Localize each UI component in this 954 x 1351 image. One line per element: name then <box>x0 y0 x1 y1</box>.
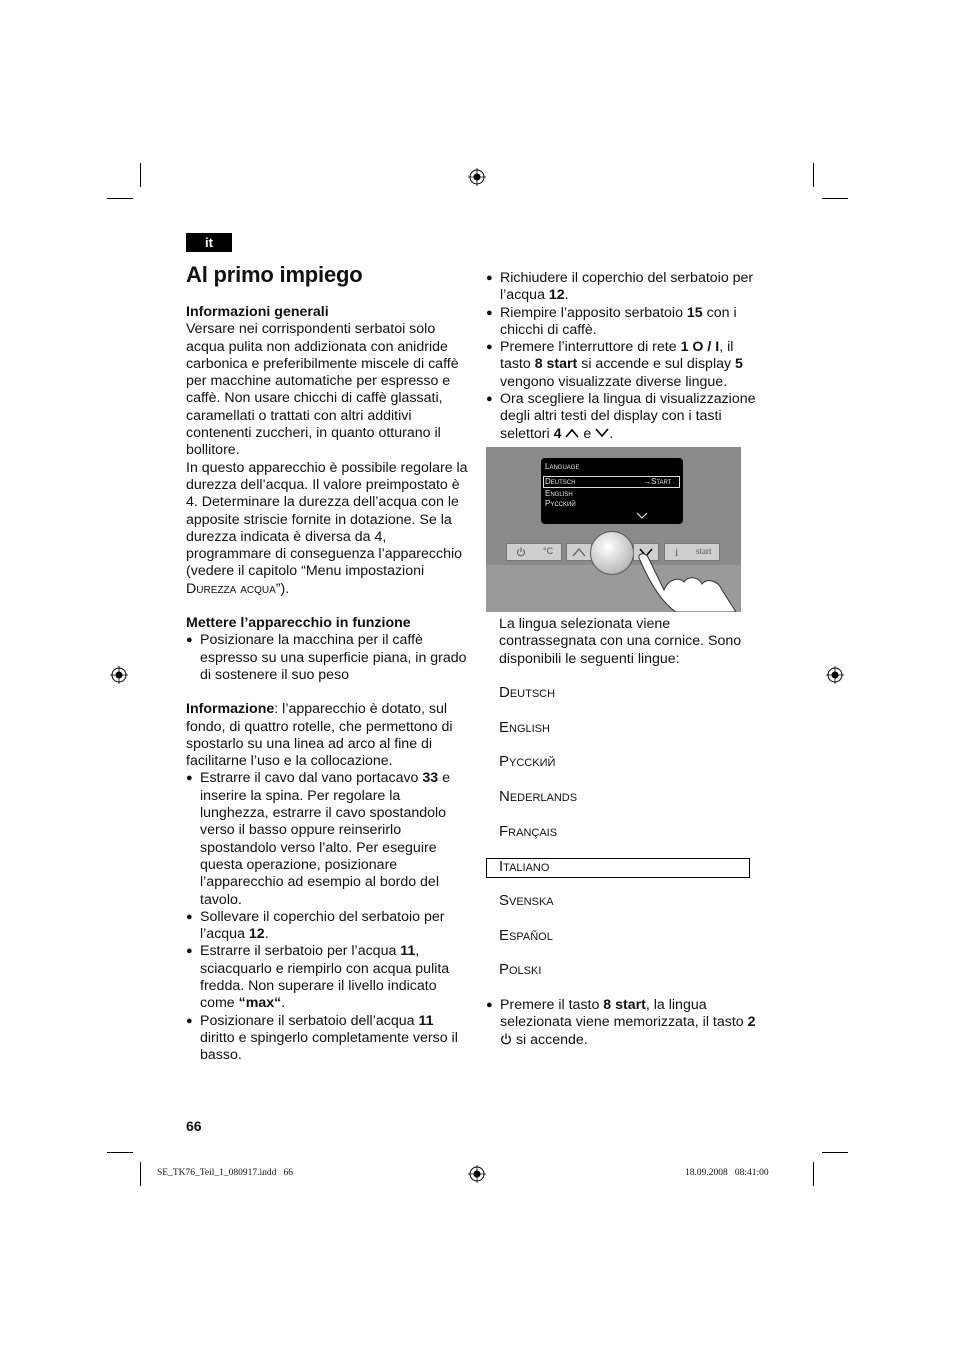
language-item: Polski <box>499 961 542 978</box>
crop-mark <box>813 1162 814 1186</box>
bullet-list <box>486 270 762 443</box>
language-item: Español <box>499 927 553 944</box>
right-column <box>486 270 762 443</box>
list-item: ● Sollevare il coperchio del serbatoio per l’acqua 12. <box>186 909 472 944</box>
registration-mark-icon <box>110 666 128 684</box>
crop-mark <box>140 163 141 187</box>
language-tag: it <box>186 233 232 252</box>
crop-mark <box>107 1152 133 1153</box>
footer-file-info: SE_TK76_Teil_1_080917.indd 66 <box>157 1168 294 1178</box>
list-item: ● Premere l’interruttore di rete 1 O / I, il tasto 8 start si accende e sul display 5 vengono visualizzate diverse lingue. <box>486 339 762 391</box>
page-title: Al primo impiego <box>186 262 363 287</box>
info-icon: i <box>675 545 679 559</box>
display-line: Language <box>545 462 580 471</box>
list-item: ● Riempire l’apposito serbatoio 15 con i chicchi di caffè. <box>486 305 762 340</box>
list-item: ● Posizionare il serbatoio dell’acqua 11 diritto e spingerlo completamente verso il basso. <box>186 1013 472 1065</box>
language-item: Italiano <box>499 858 550 875</box>
list-item: ● Ora scegliere la lingua di visualizzazione degli altri testi del display con i tasti selettori 4 e . <box>486 391 762 443</box>
list-item: ● Posizionare la macchina per il caffè espresso su una superficie piana, in grado di sostenere il suo peso <box>186 632 472 684</box>
crop-mark <box>813 163 814 187</box>
crop-mark <box>140 1162 141 1186</box>
info-paragraph: Informazione: l’apparecchio è dotato, sul fondo, di quattro rotelle, che permettono di spostarlo su una linea ad arco al fine di facilitarne l’uso e la collocazione. <box>186 701 453 770</box>
up-button[interactable] <box>566 543 592 561</box>
crop-mark <box>107 198 133 199</box>
language-item: English <box>499 719 550 736</box>
bullet-list <box>486 997 762 1049</box>
list-item: ● Premere il tasto 8 start, la lingua selezionata viene memorizzata, il tasto 2 si accende. <box>486 997 762 1049</box>
display-line: English <box>545 489 573 498</box>
registration-mark-icon <box>826 666 844 684</box>
registration-mark-icon <box>468 168 486 186</box>
languages-intro: La lingua selezionata viene contrassegnata con una cornice. Sono disponibili le seguenti lingue: <box>499 616 742 667</box>
page-number: 66 <box>186 1118 202 1134</box>
control-panel-illustration <box>486 447 741 612</box>
display-screen <box>541 458 683 524</box>
display-line: Deutsch <box>545 477 576 486</box>
crop-mark <box>822 198 848 199</box>
language-item: Pycckий <box>499 753 556 770</box>
power-icon <box>516 547 526 557</box>
language-item: Français <box>499 823 558 840</box>
display-line: →Start <box>643 477 672 486</box>
power-button[interactable]: °C <box>506 543 562 561</box>
chevron-up-icon <box>572 547 586 557</box>
chevron-down-icon <box>636 512 648 520</box>
power-icon <box>500 1033 512 1045</box>
list-item: ● Estrarre il serbatoio per l’acqua 11, sciacquarlo e riempirlo con acqua pulita fredda. Non superare il livello indicato come “max“. <box>186 943 472 1012</box>
paragraph: In questo apparecchio è possibile regolare la durezza dell’acqua. Il valore preimpostato è 4. Determinare la durezza dell’acqua con le apposite striscie fornite in dotazione. Se la durezza indicata è diversa da 4, programmare di conseguenza l’apparecchio (vedere il capitolo “Menu impostazioni Durezza acqua”). <box>186 459 468 597</box>
footer-timestamp: 18.09.2008 08:41:00 <box>685 1168 769 1178</box>
language-item: Nederlands <box>499 788 578 805</box>
chevron-down-icon <box>595 428 609 438</box>
list-item: ● Estrarre il cavo dal vano portacavo 33 e inserire la spina. Per regolare la lunghezza, estrarre il cavo spostandolo verso il basso oppure reinserirlo spostandolo verso l’alto. Per eseguire questa operazione, posizionare l’apparecchio ad esempio al bordo del tavolo. <box>186 770 472 908</box>
right-column-bottom <box>486 997 762 1049</box>
left-column <box>186 304 472 1064</box>
chevron-up-icon <box>565 428 579 438</box>
section-heading: Informazioni generali <box>186 304 329 320</box>
paragraph: Versare nei corrispondenti serbatoi solo acqua pulita non addizionata con anidride carbonica e preferibilmente miscele di caffè per macchine automatiche per espresso e caffè. Non usare chicchi di caffè glassati, caramellati o trattati con altri additivi contenenti zuccheri, in quanto otturano il bollitore. <box>186 321 459 459</box>
info-start-buttons[interactable]: i start <box>664 543 720 561</box>
bullet-list <box>186 632 472 684</box>
language-item: Svenska <box>499 892 554 909</box>
language-item: Deutsch <box>499 684 556 701</box>
registration-mark-icon <box>468 1165 486 1183</box>
list-item: ● Richiudere il coperchio del serbatoio per l’acqua 12. <box>486 270 762 305</box>
pressing-finger-icon <box>626 552 741 612</box>
section-heading: Mettere l’apparecchio in funzione <box>186 615 411 632</box>
crop-mark <box>822 1152 848 1153</box>
bullet-list <box>186 770 472 1064</box>
display-line: Pycckий <box>545 499 576 508</box>
